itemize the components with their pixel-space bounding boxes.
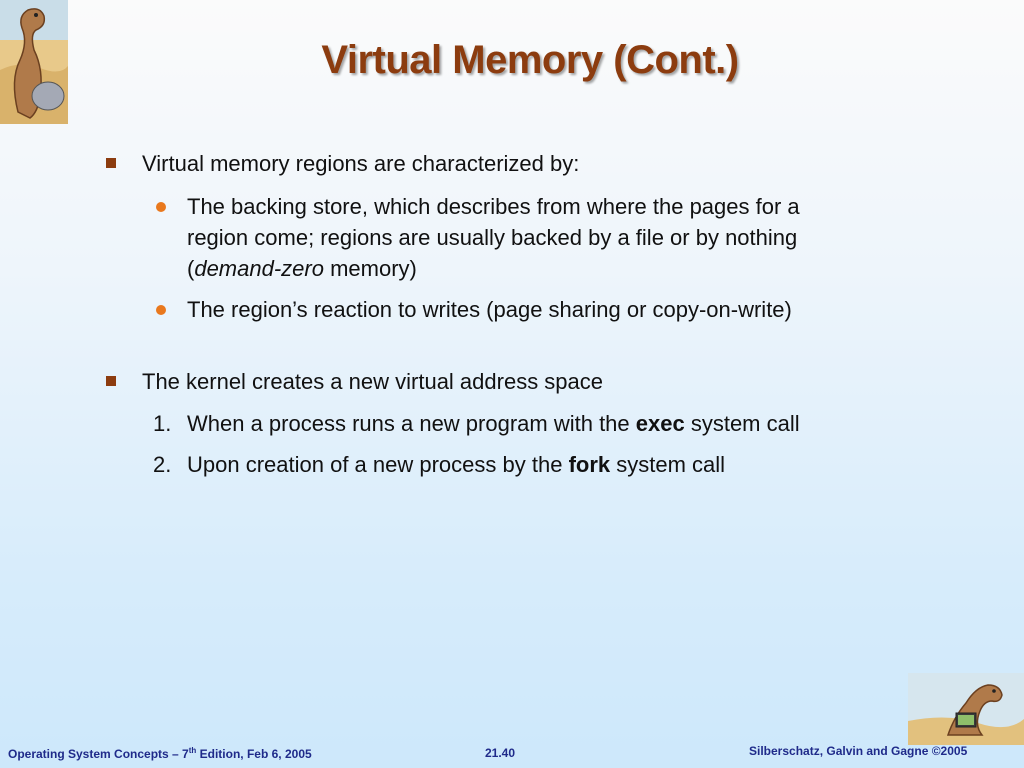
footer-edition-date: Edition, Feb 6, 2005 — [196, 747, 312, 761]
footer-book-title: Operating System Concepts – 7 — [8, 747, 189, 761]
dinosaur-logo-bottom — [908, 673, 1024, 745]
bullet-item-2: The kernel creates a new virtual address space — [142, 369, 604, 394]
slide-title: Virtual Memory (Cont.) — [321, 38, 739, 82]
numbered-item-2-text: Upon creation of a new process by the — [187, 452, 569, 477]
subitem-2: The region’s reaction to writes (page sharing or copy-on-write) — [187, 297, 792, 322]
number-marker: 2. — [153, 452, 172, 477]
square-bullet-icon — [106, 158, 116, 168]
numbered-item-2-keyword: fork — [568, 452, 611, 477]
number-marker: 1. — [153, 411, 172, 436]
numbered-item-1-text: When a process runs a new program with the — [187, 411, 636, 436]
footer-page-number: 21.40 — [485, 746, 516, 760]
emphasis-term: demand-zero — [194, 256, 324, 281]
round-bullet-icon — [156, 202, 166, 212]
subitem-1-line-3-rest: memory) — [323, 256, 417, 281]
square-bullet-icon — [106, 376, 116, 386]
subitem-1-line-1: The backing store, which describes from where the pages for a — [187, 194, 800, 219]
footer-superscript: th — [188, 746, 197, 755]
numbered-item-1-suffix: system call — [684, 411, 800, 436]
footer-left — [8, 746, 312, 761]
footer-right: Silberschatz, Galvin and Gagne ©2005 — [749, 744, 968, 758]
numbered-item-1-keyword: exec — [635, 411, 685, 436]
round-bullet-icon — [156, 305, 166, 315]
numbered-item-2 — [187, 449, 725, 480]
numbered-item-2-suffix: system call — [610, 452, 726, 477]
subitem-1-line-2: region come; regions are usually backed by a file or by nothing — [187, 225, 798, 250]
subitem-1-line-3 — [187, 253, 417, 284]
open-paren: ( — [187, 256, 195, 281]
numbered-item-1 — [187, 408, 800, 439]
bullet-item-1: Virtual memory regions are characterized by: — [142, 151, 580, 176]
